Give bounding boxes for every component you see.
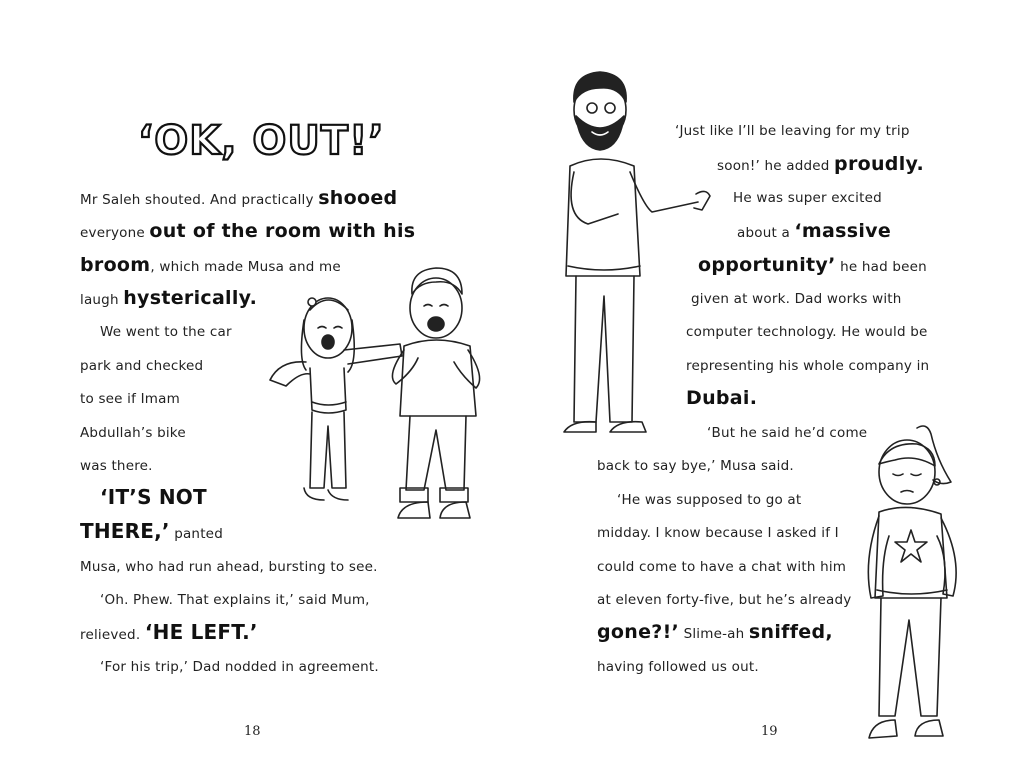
text-line: We went to the car — [100, 324, 232, 340]
text-line: ‘But he said he’d come — [707, 425, 868, 441]
page-number: 19 — [761, 724, 778, 739]
text-line: Musa, who had run ahead, bursting to see. — [80, 559, 378, 575]
laughing-boy-figure — [392, 268, 479, 518]
laughing-children-illustration — [240, 250, 490, 540]
text-line: laugh hysterically. — [80, 287, 258, 309]
chapter-heading: ‘OK, OUT!’ — [138, 118, 385, 164]
page-number: 18 — [244, 724, 261, 739]
text-line: midday. I know because I asked if I — [597, 525, 839, 541]
text-line: computer technology. He would be — [686, 324, 928, 340]
text-line: ‘Oh. Phew. That explains it,’ said Mum, — [100, 592, 370, 608]
text-line: could come to have a chat with him — [597, 559, 847, 575]
text-line: He was super excited — [733, 190, 882, 206]
text-line: was there. — [80, 458, 153, 474]
text-line: Mr Saleh shouted. And practically shooed — [80, 187, 398, 209]
text-line: ‘He was supposed to go at — [617, 492, 802, 508]
text-line: back to say bye,’ Musa said. — [597, 458, 794, 474]
text-line: at eleven forty-five, but he’s already — [597, 592, 852, 608]
text-line: to see if Imam — [80, 391, 180, 407]
text-line: relieved. ‘HE LEFT.’ — [80, 620, 258, 644]
text-line: having followed us out. — [597, 659, 759, 675]
text-line: everyone out of the room with his — [80, 220, 416, 242]
right-page — [510, 0, 1020, 783]
text-line: representing his whole company in — [686, 358, 930, 374]
text-line: ‘IT’S NOT — [100, 485, 207, 509]
text-line: Dubai. — [686, 387, 758, 409]
text-line: given at work. Dad works with — [691, 291, 902, 307]
text-line: soon!’ he added proudly. — [717, 153, 924, 175]
text-line: ‘For his trip,’ Dad nodded in agreement. — [100, 659, 379, 675]
text-line: Abdullah’s bike — [80, 425, 186, 441]
text-line: park and checked — [80, 358, 204, 374]
sad-girl-illustration — [855, 420, 975, 750]
text-line: ‘Just like I’ll be leaving for my trip — [675, 123, 910, 139]
text-line: opportunity’ he had been — [698, 254, 927, 276]
text-line: THERE,’ panted — [80, 519, 223, 543]
text-line: gone?!’ Slime-ah sniffed, — [597, 621, 833, 643]
laughing-girl-figure — [270, 298, 402, 500]
text-line: broom, which made Musa and me — [80, 254, 341, 276]
text-line: about a ‘massive — [737, 220, 892, 242]
